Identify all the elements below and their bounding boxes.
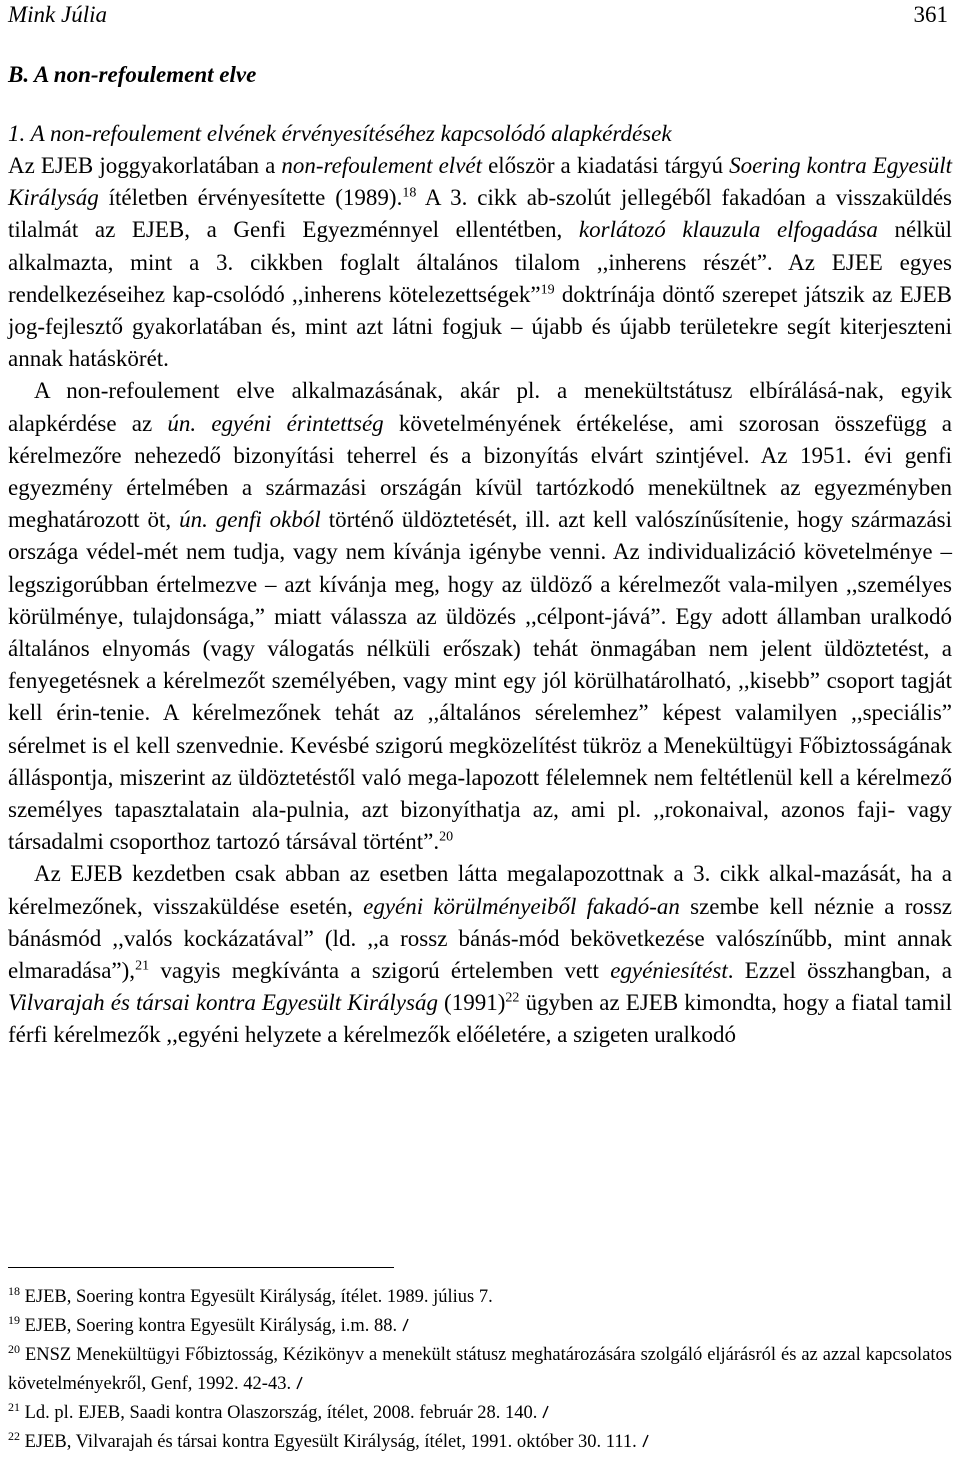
p1-text-i: doktrínája döntő szerepet játszik az EJEB jog-fejlesztő gyakorlatában és, mint azt látni fogjuk – újabb és újabb területekre segít kiterjeszteni annak hatáskörét. bbox=[8, 281, 952, 372]
body-text bbox=[8, 150, 952, 1052]
p1-text-c: először a kiadatási tárgyú bbox=[482, 153, 730, 178]
footnotes bbox=[8, 1283, 952, 1457]
footnote-number: 22 bbox=[8, 1428, 20, 1443]
p2-italic-d: ún. genfi okból bbox=[179, 507, 321, 533]
footnote-22 bbox=[8, 1428, 952, 1457]
p1-text-h: nélkül alkalmazta, mint a 3. cikkben foglalt általános tilalom ,,inherens részét”. Az EJEE egyes rendelkezéseihez kap-csolódó ,,inherens kötelezettségek” bbox=[8, 217, 952, 307]
p1-text-e: ítéletben érvényesítette (1989). bbox=[98, 185, 403, 211]
footnote-separator bbox=[8, 1267, 394, 1268]
paragraph-2 bbox=[8, 375, 952, 858]
p3-text-h: (1991) bbox=[437, 990, 506, 1016]
p3-text-i: ügyben az EJEB kimondta, hogy a fiatal tamil férfi kérelmezők ,,egyéni helyzete a kérelmezők előéletére, a szigeten uralkodó bbox=[8, 990, 953, 1048]
running-header bbox=[8, 2, 948, 30]
p2-italic-b: ún. egyéni érintettség bbox=[167, 410, 384, 436]
p3-text-f: . Ezzel összhangban, a bbox=[727, 958, 952, 984]
p1-text-f: A 3. cikk ab-szolút jellegéből fakadóan a visszaküldés tilalmát az EJEB, a Genfi Egyezménnyel ellentétben, bbox=[8, 185, 952, 243]
footnote-ref-21[interactable]: 21 bbox=[135, 958, 150, 974]
p2-text-e: történő üldöztetését, ill. azt kell valószínűsítenie, hogy származási országa védel-mét nem tudja, vagy nem kívánja igénybe venni. Az individualizáció követelménye – legszigorúbban értelmezve – azt kívánja meg, hogy az üldöző a kérelmezőt vala-milyen ,,személyes körülménye, tulajdonsága,” miatt válassza az üldözés ,,célpont-jává”. Egy adott államban uralkodó általános elnyomás (vagy válogatás nélküli erőszak) tehát önmagában nem jelent üldöztetést, a fenyegetésnek a kérelmezőt személyében, vagy mint egy jól körülhatárolható, ,,kisebb” csoport tagját kell érin-tenie. A kérelmezőnek tehát az ,,általános sérelemhez” képest valamilyen ,,speciális” sérelmet is el kell szenvednie. Kevésbé szigorú megközelítést tükröz a Menekültügyi Főbiztosságának álláspontja, miszerint az üldöztetéstől való mega-lapozott félelemnek nem feltétlenül kell a kérelmező személyes tapasztalatain ala-pulnia, azt bizonyíthatja az, ami pl. ,,rokonaival, azonos faji- vagy társadalmi csoporthoz tartozó társával történt”. bbox=[8, 507, 952, 855]
footnote-text: EJEB, Vilvarajah és társai kontra Egyesült Királyság, ítélet, 1991. október 30. 111. bbox=[24, 1432, 637, 1452]
footnote-number: 19 bbox=[8, 1312, 20, 1327]
footnote-20 bbox=[8, 1341, 952, 1399]
p2-text-a: A non-refoulement elve alkalmazásának, akár pl. a menekültstátusz elbírálásá-nak, egyik alapkérdése az bbox=[8, 378, 952, 436]
p3-text-c: szembe kell néznie a rossz bánásmód ,,valós kockázatával” (ld. ,,a rossz bánás-mód bekövetkezése valószínűbb, mint annak elmaradása”), bbox=[8, 893, 952, 984]
footnote-text: Ld. pl. EJEB, Saadi kontra Olaszország, ítélet, 2008. február 28. 140. bbox=[24, 1403, 538, 1423]
header-author: Mink Júlia bbox=[8, 2, 107, 27]
p2-text-c: követelményének értékelése, ami szorosan összefügg a kérelmezőre nehezedő bizonyítási teherrel és a bizonyítás elvárt szintjével. Az 1951. évi genfi egyezmény értelmében a származási országán kívül tartózkodó menekültnek az egyezményben meghatározott öt, bbox=[8, 410, 952, 533]
p3-italic-b: egyéni körülményeiből fakadó-an bbox=[363, 893, 680, 919]
footnote-ref-22[interactable]: 22 bbox=[505, 990, 520, 1006]
footnote-ref-18[interactable]: 18 bbox=[402, 185, 417, 201]
p3-text-d: vagyis megkívánta a szigorú értelemben vett bbox=[149, 958, 611, 984]
footnote-21 bbox=[8, 1399, 952, 1428]
hyperlink-marker-icon[interactable] bbox=[295, 1376, 304, 1390]
paragraph-1 bbox=[8, 150, 952, 375]
footnote-text: EJEB, Soering kontra Egyesült Királyság, ítélet. 1989. július 7. bbox=[24, 1287, 493, 1307]
p3-italic-g: Vilvarajah és társai kontra Egyesült Királyság bbox=[8, 990, 438, 1016]
footnote-number: 20 bbox=[8, 1341, 20, 1356]
page-number: 361 bbox=[913, 2, 948, 27]
p3-text-a: Az EJEB kezdetben csak abban az esetben látta megalapozottnak a 3. cikk alkal-mazását, ha a kérelmezőnek, visszaküldése esetén, bbox=[8, 861, 952, 919]
p3-italic-e: egyéniesítést bbox=[610, 958, 728, 984]
hyperlink-marker-icon[interactable] bbox=[641, 1434, 650, 1448]
subsection-title: 1. A non-refoulement elvének érvényesítéséhez kapcsolódó alapkérdések bbox=[8, 121, 672, 146]
footnote-number: 18 bbox=[8, 1283, 20, 1298]
footnote-19 bbox=[8, 1312, 952, 1341]
footnote-18 bbox=[8, 1283, 952, 1312]
p1-italic-d: Soering kontra Egyesült Királyság bbox=[8, 153, 952, 211]
p1-text-a: Az EJEB joggyakorlatában a bbox=[8, 153, 282, 178]
footnote-text: ENSZ Menekültügyi Főbiztosság, Kézikönyv a menekült státusz meghatározására szolgáló eljárásról és az azzal kapcsolatos követelményekről, Genf, 1992. 42-43. bbox=[8, 1345, 952, 1394]
hyperlink-marker-icon[interactable] bbox=[401, 1318, 410, 1332]
p1-italic-b: non-refoulement elvét bbox=[281, 153, 482, 178]
p1-italic-g: korlátozó klauzula elfogadása bbox=[578, 217, 878, 243]
footnote-text: EJEB, Soering kontra Egyesült Királyság, i.m. 88. bbox=[24, 1316, 398, 1336]
section-title: B. A non-refoulement elve bbox=[8, 62, 257, 87]
paragraph-3 bbox=[8, 858, 952, 1051]
hyperlink-marker-icon[interactable] bbox=[541, 1405, 550, 1419]
footnote-ref-19[interactable]: 19 bbox=[540, 282, 555, 298]
footnote-ref-20[interactable]: 20 bbox=[439, 829, 454, 845]
footnote-number: 21 bbox=[8, 1399, 20, 1414]
